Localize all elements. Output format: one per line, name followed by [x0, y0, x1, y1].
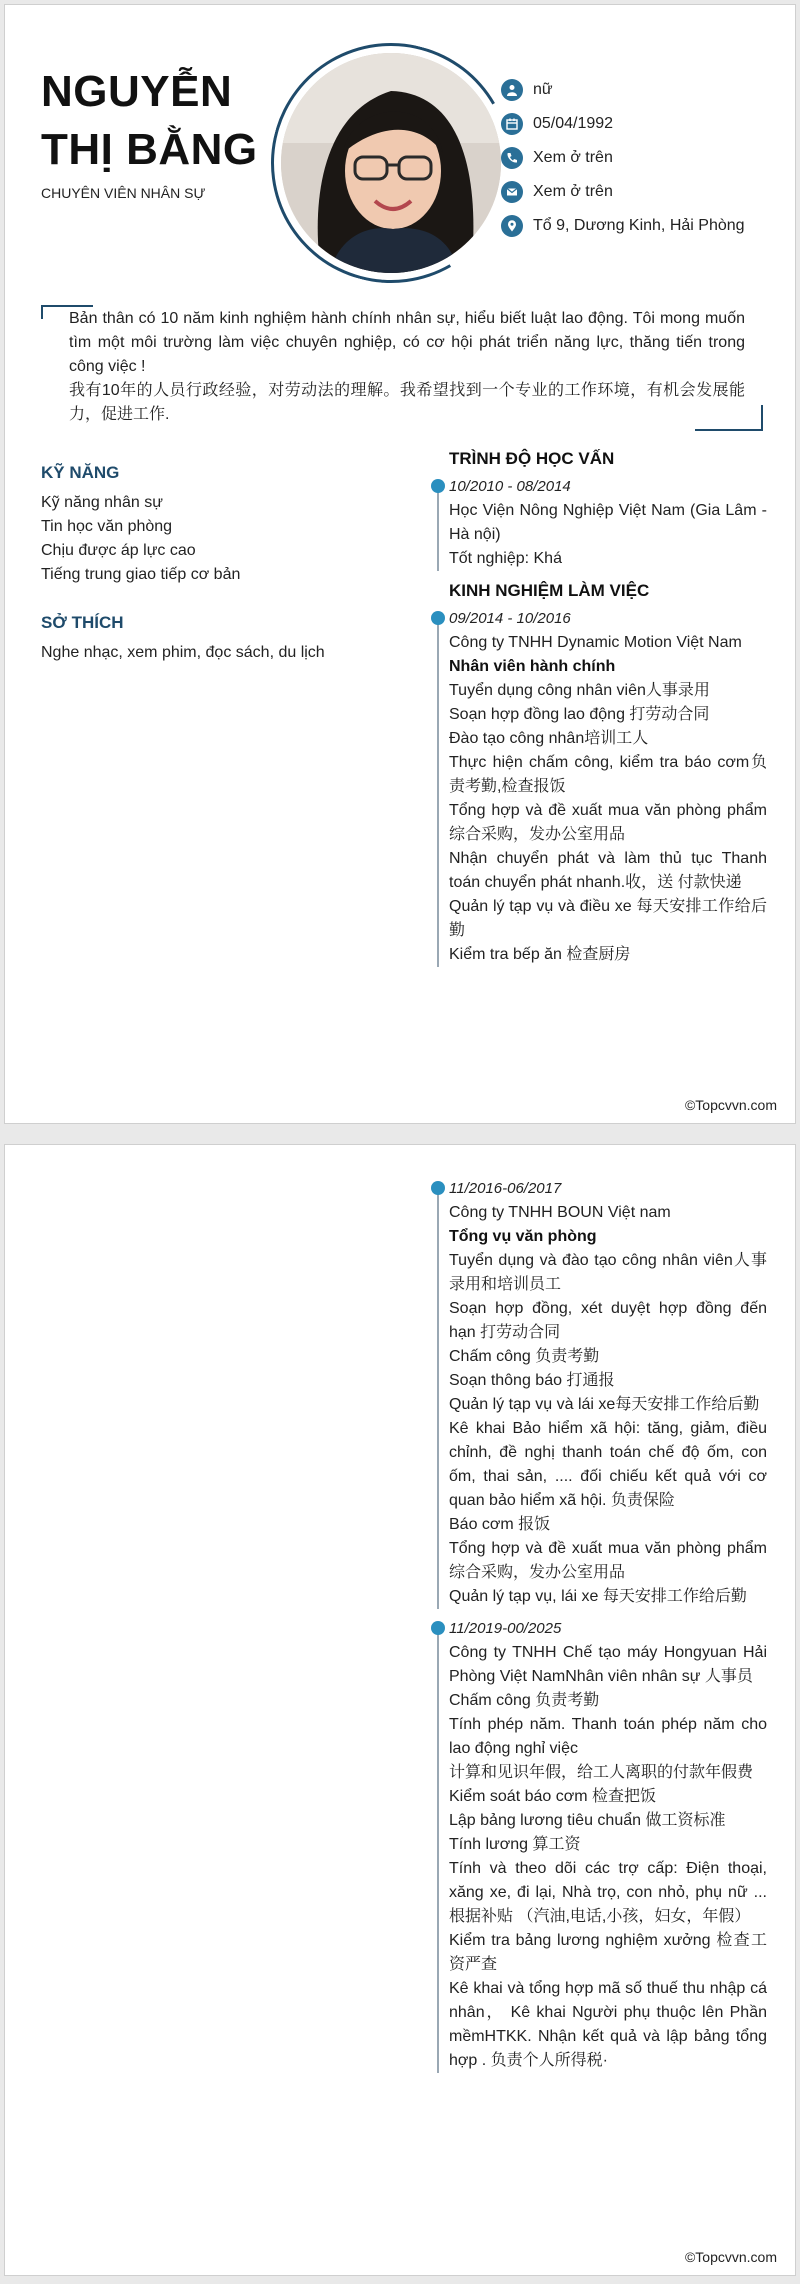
- contact-info: [501, 73, 745, 243]
- job-date: 11/2019-00/2025: [449, 1620, 562, 1637]
- skill-item: Tiếng trung giao tiếp cơ bản: [41, 566, 241, 583]
- left-column: [41, 463, 421, 665]
- job-task: Tính phép năm. Thanh toán phép năm cho lao động nghỉ việc: [449, 1716, 767, 1757]
- job-position: Tổng vụ văn phòng: [449, 1228, 597, 1245]
- contact-gender-row: [501, 73, 745, 107]
- job-task: Báo cơm 报饭: [449, 1516, 551, 1533]
- footer-watermark: ©Topcvvn.com: [684, 1097, 777, 1113]
- job-task: Chấm công 负责考勤: [449, 1692, 600, 1709]
- education-title: TRÌNH ĐỘ HỌC VẤN: [449, 449, 615, 468]
- job-company: Công ty TNHH Dynamic Motion Việt Nam: [449, 634, 742, 651]
- cv-page-2: [4, 1144, 796, 2276]
- job-task: 计算和见识年假，给工人离职的付款年假费: [449, 1764, 754, 1781]
- avatar: [281, 53, 501, 273]
- timeline-line: [437, 1189, 439, 1609]
- phone-value[interactable]: Xem ở trên: [533, 149, 613, 166]
- job-task: Thực hiện chấm công, kiểm tra báo cơm负责考勤,检查报饭: [449, 754, 767, 795]
- education-school: Học Viện Nông Nghiệp Việt Nam (Gia Lâm - Hà nội): [449, 502, 767, 543]
- career-summary: [69, 307, 745, 427]
- hobbies-text: Nghe nhạc, xem phim, đọc sách, du lịch: [41, 644, 325, 661]
- candidate-name: [41, 63, 258, 179]
- job-date: 09/2014 - 10/2016: [449, 610, 571, 627]
- contact-address-row: [501, 209, 745, 243]
- contact-email-row: [501, 175, 745, 209]
- job-task: Đào tạo công nhân培训工人: [449, 730, 649, 747]
- timeline-dot: [431, 611, 445, 625]
- contact-birthday-row: [501, 107, 745, 141]
- job-position: Nhân viên hành chính: [449, 658, 616, 675]
- experience-entry-2: [437, 1177, 767, 1609]
- job-company: Công ty TNHH Chế tạo máy Hongyuan Hải Phòng Việt NamNhân viên nhân sự 人事员: [449, 1644, 767, 1685]
- job-company: Công ty TNHH BOUN Việt nam: [449, 1204, 671, 1221]
- job-task: Quản lý tạp vụ và lái xe每天安排工作给后勤: [449, 1396, 760, 1413]
- address-value: Tổ 9, Dương Kinh, Hải Phòng: [533, 217, 745, 234]
- education-entry: [437, 475, 767, 571]
- mail-icon: [501, 181, 523, 203]
- job-task: Chấm công 负责考勤: [449, 1348, 600, 1365]
- job-task: Soạn thông báo 打通报: [449, 1372, 615, 1389]
- job-task: Kiểm tra bếp ăn 检查厨房: [449, 946, 631, 963]
- right-column-page-1: [437, 449, 767, 967]
- timeline-line: [437, 487, 439, 571]
- summary-section: [41, 305, 763, 431]
- name-line-1: NGUYỄN: [41, 67, 233, 116]
- job-title: CHUYÊN VIÊN NHÂN SỰ: [41, 185, 206, 201]
- timeline-dot: [431, 1181, 445, 1195]
- hobbies-title: SỞ THÍCH: [41, 613, 124, 632]
- education-grade: Tốt nghiệp: Khá: [449, 550, 562, 567]
- skill-item: Tin học văn phòng: [41, 518, 173, 535]
- summary-chinese: 我有10年的人员行政经验，对劳动法的理解。我希望找到一个专业的工作环境，有机会发展能力，促进工作.: [69, 382, 745, 423]
- skill-item: Chịu được áp lực cao: [41, 542, 196, 559]
- skills-title: KỸ NĂNG: [41, 463, 120, 482]
- timeline-dot: [431, 479, 445, 493]
- job-task: Kiểm tra bảng lương nghiệm xưởng 检查工资严查: [449, 1932, 767, 1973]
- experience-entry-1: [437, 607, 767, 967]
- cv-page-1: [4, 4, 796, 1124]
- footer-watermark: ©Topcvvn.com: [684, 2249, 777, 2265]
- job-task: Soạn hợp đồng, xét duyệt hợp đồng đến hạn 打劳动合同: [449, 1300, 767, 1341]
- job-task: Tuyển dụng và đào tạo công nhân viên人事录用和培训员工: [449, 1252, 767, 1293]
- hobbies-section: [41, 613, 421, 665]
- avatar-photo: [281, 53, 501, 273]
- job-task: Tổng hợp và đề xuất mua văn phòng phẩm 综合采购，发办公室用品: [449, 1540, 767, 1581]
- phone-icon: [501, 147, 523, 169]
- summary-vietnamese: Bản thân có 10 năm kinh nghiệm hành chính nhân sự, hiểu biết luật lao động. Tôi mong muốn tìm một môi trường làm việc chuyên nghiệp, có cơ hội phát triển năng lực, thăng tiến trong công việc !: [69, 310, 745, 375]
- job-task: Kiểm soát báo cơm 检查把饭: [449, 1788, 656, 1805]
- job-task: Tổng hợp và đề xuất mua văn phòng phẩm 综合采购，发办公室用品: [449, 802, 767, 843]
- education-date: 10/2010 - 08/2014: [449, 478, 571, 495]
- job-task: Soạn hợp đồng lao động 打劳动合同: [449, 706, 710, 723]
- job-task: Lập bảng lương tiêu chuẩn 做工资标准: [449, 1812, 726, 1829]
- experience-title: KINH NGHIỆM LÀM VIỆC: [449, 581, 650, 600]
- job-task: Kê khai Bảo hiểm xã hội: tăng, giảm, điều chỉnh, đề nghị thanh toán chế độ ốm, con ốm, thai sản, .... đối chiếu kết quả với cơ quan bảo hiểm xã hội. 负责保险: [449, 1420, 767, 1509]
- person-icon: [501, 79, 523, 101]
- skills-section: [41, 463, 421, 587]
- job-task: Tính lương 算工资: [449, 1836, 581, 1853]
- gender-value: nữ: [533, 81, 553, 98]
- job-task: Tuyển dụng công nhân viên人事录用: [449, 682, 710, 699]
- contact-phone-row: [501, 141, 745, 175]
- job-task: Quản lý tạp vụ, lái xe 每天安排工作给后勤: [449, 1588, 747, 1605]
- email-value[interactable]: Xem ở trên: [533, 183, 613, 200]
- calendar-icon: [501, 113, 523, 135]
- job-task: Kê khai và tổng hợp mã số thuế thu nhập cá nhân， Kê khai Người phụ thuộc lên Phần mềmHTKK. Nhận kết quả và lập bảng tổng hợp . 负责个人所得税·: [449, 1980, 767, 2069]
- job-date: 11/2016-06/2017: [449, 1180, 562, 1197]
- timeline-line: [437, 1629, 439, 2073]
- right-column-page-2: [437, 1177, 767, 2073]
- job-task: Quản lý tạp vụ và điều xe 每天安排工作给后勤: [449, 898, 767, 939]
- timeline-dot: [431, 1621, 445, 1635]
- experience-entry-3: [437, 1617, 767, 2073]
- location-pin-icon: [501, 215, 523, 237]
- skills-list: [41, 491, 421, 587]
- name-line-2: THỊ BẰNG: [41, 125, 258, 174]
- job-task: Nhận chuyển phát và làm thủ tục Thanh toán chuyển phát nhanh.收，送 付款快递: [449, 850, 767, 891]
- job-task: Tính và theo dõi các trợ cấp: Điện thoại, xăng xe, đi lại, Nhà trọ, con nhỏ, phụ nữ ... 根据补贴 （汽油,电话,小孩，妇女，年假）: [449, 1860, 767, 1925]
- skill-item: Kỹ năng nhân sự: [41, 494, 163, 511]
- timeline-line: [437, 619, 439, 967]
- birthday-value: 05/04/1992: [533, 115, 614, 132]
